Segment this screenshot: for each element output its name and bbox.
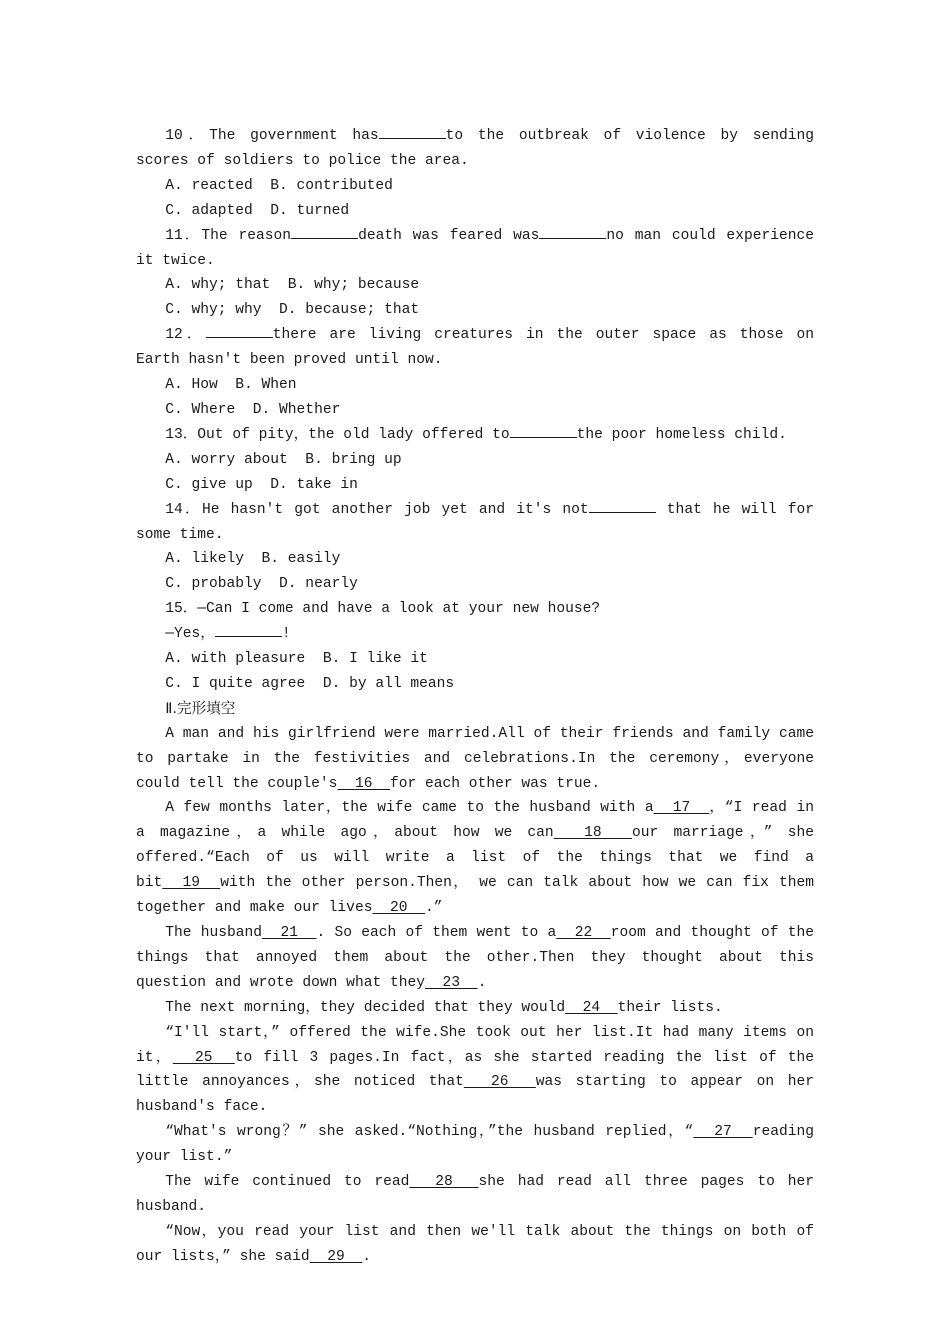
cloze-paragraph-8 <box>136 1220 823 1270</box>
question-text: 12． <box>165 327 206 344</box>
cloze-blank-28: 28 <box>409 1174 479 1191</box>
answer-blank <box>215 622 282 637</box>
question-text: the poor homeless child. <box>576 426 787 443</box>
question-15: 15．—Can I come and have a look at your new house? <box>165 601 601 618</box>
cloze-text: A few months later，the wife came to the husband with a <box>165 800 654 817</box>
question-text: 13．Out of pity，the old lady offered to <box>165 426 510 443</box>
option-line: A. with pleasure B. I like it <box>165 651 428 668</box>
cloze-blank-22: 22 <box>556 925 611 941</box>
cloze-blank-25: 25 <box>172 1049 235 1066</box>
reply-text: —Yes， <box>165 626 215 643</box>
option-line: A. reacted B. contributed <box>165 177 393 194</box>
reply-text: ! <box>281 626 291 643</box>
option-line: A. likely B. easily <box>165 551 341 568</box>
cloze-text: . So each of them went to a <box>316 925 557 941</box>
cloze-paragraph-1 <box>136 722 823 797</box>
option-line: C. probably D. nearly <box>165 576 358 593</box>
option-line: C. give up D. take in <box>165 476 358 493</box>
cloze-text: for each other was true. <box>389 775 601 792</box>
question-text: 10．The government has <box>165 128 379 144</box>
cloze-blank-19: 19 <box>162 875 221 892</box>
question-text: that he will for some time. <box>136 501 823 543</box>
option-line: C. adapted D. turned <box>165 202 350 219</box>
cloze-text: The next morning，they decided that they would <box>165 999 566 1016</box>
option-line: A. worry about B. bring up <box>165 451 402 468</box>
cloze-text: room and thought of the things that annoyed them about the other.Then they thought about this question and wrote down what they <box>136 925 823 991</box>
answer-blank <box>379 124 446 139</box>
cloze-blank-17: 17 <box>653 800 710 817</box>
cloze-text: The husband <box>165 925 262 941</box>
cloze-blank-21: 21 <box>262 925 317 941</box>
question-10 <box>136 124 823 174</box>
question-text: to the outbreak of violence by sending scores of soldiers to police the area. <box>136 128 823 169</box>
option-line: A. why; that B. why; because <box>165 277 420 294</box>
question-text: there are living creatures in the outer space as those on Earth hasn't been proved until now. <box>136 327 823 369</box>
answer-blank <box>589 498 656 513</box>
cloze-text: .” <box>425 900 443 917</box>
question-14 <box>136 498 823 548</box>
cloze-blank-20: 20 <box>372 900 426 917</box>
cloze-text: reading your list.” <box>136 1124 823 1166</box>
cloze-paragraph-5 <box>136 1021 823 1121</box>
cloze-text: their lists. <box>617 999 723 1016</box>
cloze-blank-16: 16 <box>337 775 390 792</box>
question-text: 11．The reason <box>165 227 292 244</box>
cloze-paragraph-2 <box>136 796 823 921</box>
question-12 <box>136 323 823 373</box>
cloze-text: A man and his girlfriend were married.All of their friends and family came to partake in the festivities and celebrations.In the ceremony，everyone could tell the couple's <box>136 725 823 792</box>
option-line: C. why; why D. because; that <box>165 302 420 319</box>
question-text: 14．He hasn't got another job yet and it's not <box>165 501 589 518</box>
cloze-paragraph-7 <box>136 1170 823 1220</box>
question-13 <box>136 423 814 448</box>
cloze-paragraph-4 <box>136 996 814 1021</box>
cloze-text: . <box>362 1248 372 1265</box>
cloze-blank-29: 29 <box>309 1248 363 1265</box>
question-text: death was feared was <box>358 227 540 244</box>
cloze-text: The wife continued to read <box>165 1174 410 1191</box>
question-11 <box>136 224 823 274</box>
cloze-paragraph-6 <box>136 1120 823 1170</box>
cloze-blank-23: 23 <box>425 974 478 991</box>
cloze-text: she had read all three pages to her husband. <box>136 1174 823 1215</box>
option-line: C. Where D. Whether <box>165 401 341 418</box>
cloze-text: “What's wrong？” she asked.“Nothing，”the husband replied，“ <box>165 1124 694 1141</box>
option-line: A. How B. When <box>165 377 297 394</box>
cloze-text: “I'll start，” offered the wife.She took out her list.It had many items on it， <box>136 1024 823 1066</box>
cloze-paragraph-3 <box>136 921 823 996</box>
question-15-reply <box>136 622 814 647</box>
cloze-blank-27: 27 <box>693 1124 753 1141</box>
cloze-text: with the other person.Then， we can talk about how we can fix them together and make our lives <box>136 875 823 917</box>
answer-blank <box>510 423 577 438</box>
answer-blank <box>539 224 606 239</box>
cloze-text: “Now，you read your list and then we'll talk about the things on both of our lists，” she said <box>136 1223 823 1265</box>
option-line: C. I quite agree D. by all means <box>165 675 455 692</box>
answer-blank <box>206 323 273 338</box>
cloze-text: our marriage，” she offered.“Each of us will write a list of the things that we find a bit <box>136 825 823 892</box>
cloze-text: was starting to appear on her husband's face. <box>136 1074 823 1116</box>
section-title: Ⅱ.完形填空 <box>165 699 236 717</box>
question-text: no man could experience it twice. <box>136 227 823 269</box>
cloze-blank-24: 24 <box>565 999 618 1016</box>
cloze-text: ，“I read in a magazine，a while ago，about how we can <box>136 800 823 842</box>
cloze-text: . <box>477 974 487 991</box>
cloze-blank-26: 26 <box>463 1074 536 1091</box>
cloze-text: to fill 3 pages.In fact，as she started reading the list of the little annoyances，she noticed that <box>136 1049 823 1091</box>
answer-blank <box>291 224 358 239</box>
cloze-blank-18: 18 <box>553 825 633 842</box>
